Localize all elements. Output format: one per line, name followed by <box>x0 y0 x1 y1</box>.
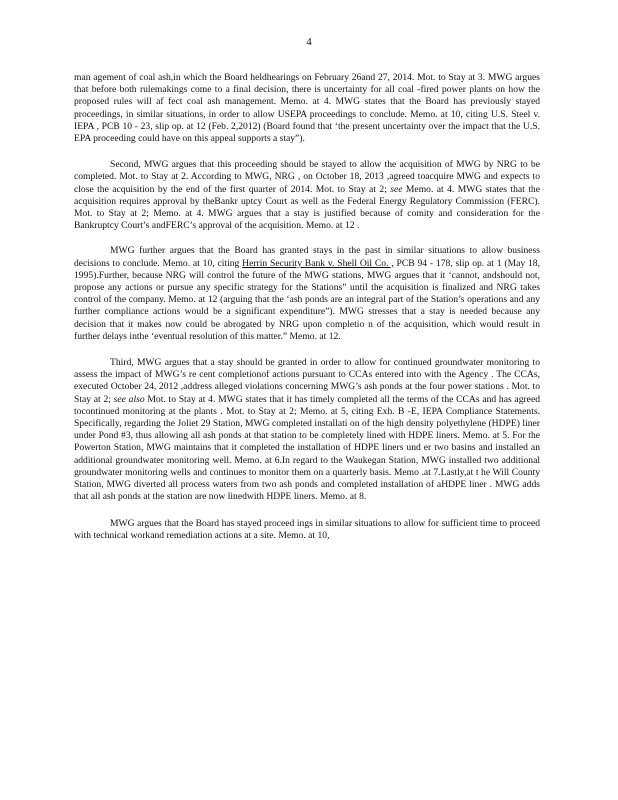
page-number: 4 <box>306 36 312 48</box>
paragraph-2-text-a: Second, MWG argues that this proceeding should be stayed to allow the acquisition of MWG by NRG to be completed. Mot. to Stay at 2. According to MWG, NRG , on October 18, 2013 ,agreed toacquire MWG and expects to close the acquisition by the end of the first quarter of 2014. Mot. to Stay at 2; <box>74 159 540 195</box>
paragraph-5 <box>74 518 540 542</box>
paragraph-2-text-b: Memo. at 4. MWG states that the acquisition requires approval by theBankr uptcy Court as well as the Federal Energy Regulatory Commission (FERC). Mot. to Stay at 2; Memo. at 4. MWG argues that a stay is justified because of comity and consideration for the Bankruptcy Court’s andFERC’s approval of the acquisition. Memo. at 12 . <box>74 183 540 232</box>
paragraph-3-text-b: PCB 94 - 178, slip op. at 1 (May 18, 1995).Further, because NRG will control the future of the MWG stations, MWG argues that it ‘cannot, andshould not, propose any actions or pursue any specific strategy for the Stations” until the acquisition is finalized and NRG takes control of the company. Memo. at 12 (arguing that the ‘ash ponds are an integral part of the Station’s operations and any further compliance actions would be a significant expenditure”). MWG stresses that a stay is needed because any decision that it makes now could be abrogated by NRG upon completio n of the acquisition, which would result in further delays inthe ‘eventual resolution of this matter.” Memo. at 12. <box>74 257 540 342</box>
paragraph-4-text-a: Third, MWG argues that a stay should be granted in order to allow for continued groundwater monitoring to assess the impact of MWG’s re cent completionof actions pursuant to CCAs entered into with the Agency . The CCAs, executed October 24, 2012 ,address alleged violations concerning MWG’s ash ponds at the four power stations . Mot. to Stay at 2; <box>74 357 540 405</box>
document-body <box>74 72 540 542</box>
paragraph-5-text: MWG argues that the Board has stayed proceed ings in similar situations to allow for sufficient time to proceed with technical workand remediation actions at a site. Memo. at 10, <box>74 517 540 541</box>
case-citation-herrin: Herrin Security Bank v. Shell Oil Co. , <box>242 257 394 269</box>
paragraph-4 <box>74 357 540 503</box>
paragraph-3 <box>74 245 540 343</box>
paragraph-1-text: man agement of coal ash,in which the Board heldhearings on February 26and 27, 2014. Mot. to Stay at 3. MWG argues that before both rulemakings come to a final decision, there is uncertainty for all coal -fired power plants on how the proposed rules will af fect coal ash management. Memo. at 4. MWG states that the Board has previously stayed proceedings, in similar situations, in order to allow USEPA proceedings to conclude. Memo. at 10, citing U.S. Steel v. IEPA , PCB 10 - 23, slip op. at 12 (Feb. 2,2012) (Board found that ‘the present uncertainty over the impact that the U.S. EPA proceeding could have on this appeal supports a stay”). <box>74 72 540 145</box>
signal-see: see <box>390 183 403 195</box>
paragraph-1 <box>74 72 540 145</box>
paragraph-4-text-b: Mot. to Stay at 4. MWG states that it has timely completed all the terms of the CCAs and has agreed tocontinued monitoring at the plants . Mot. to Stay at 2; Memo. at 5, citing Exh. B -E, IEPA Compliance Statements. Specifically, regarding the Joliet 29 Station, MWG completed installati on of the high density polyethylene (HDPE) liner under Pond #3, thus allowing all ash ponds at that station to be completely lined with HDPE liners. Memo. at 5. For the Powerton Station, MWG maintains that it completed the installation of HDPE liners und er two basins and installed an additional groundwater monitoring well. Memo. at 6.In regard to the Waukegan Station, MWG installed two additional groundwater monitoring wells and continues to monitor them on a quarterly basis. Memo .at 7.Lastly,at t he Will County Station, MWG diverted all process waters from two ash ponds and completed installation of aHDPE liner . MWG adds that all ash ponds at the station are now linedwith HDPE liners. Memo. at 8. <box>74 393 540 503</box>
paragraph-3-text-a: MWG further argues that the Board has granted stays in the past in similar situations to allow business decisions to conclude. Memo. at 10, citing <box>74 245 540 269</box>
paragraph-2 <box>74 159 540 232</box>
signal-see-also: see also <box>113 393 145 405</box>
